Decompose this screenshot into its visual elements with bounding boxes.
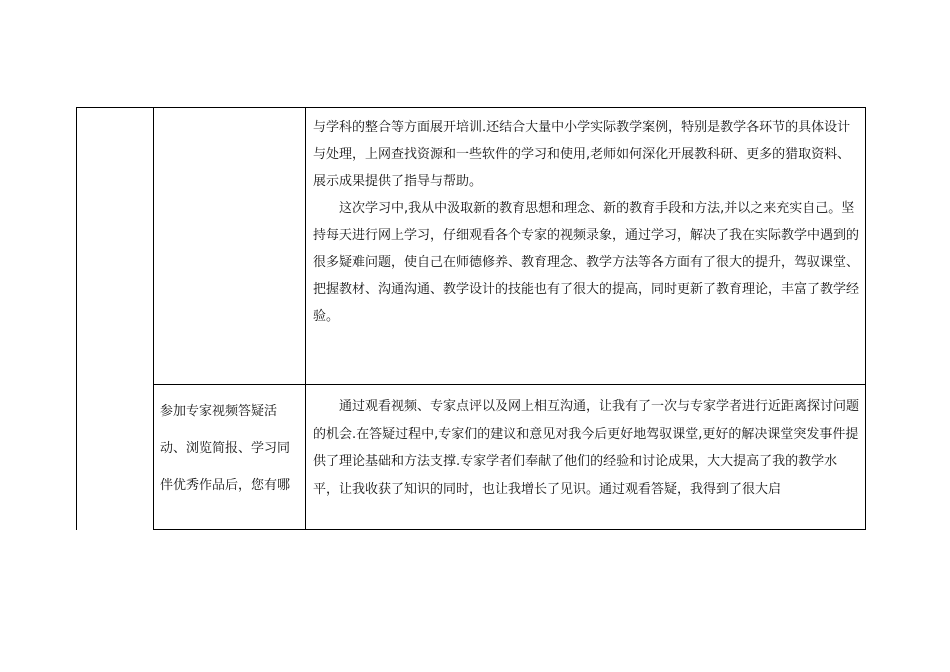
table-left-border	[76, 107, 77, 530]
table-right-border	[865, 107, 866, 530]
row1-paragraph-2: 这次学习中,我从中汲取新的教育思想和理念、新的教育手段和方法,并以之来充实自己。坚持每天进行网上学习，仔细观看各个专家的视频录象，通过学习，解决了我在实际教学中遇到的很多疑难问题，使自己在师德修养、教育理念、教学方法等各方面有了很大的提升，驾驭课堂、把握教材、沟通沟通、教学设计的技能也有了很大的提高，同时更新了教育理论，丰富了教学经验。	[313, 201, 860, 324]
column-divider-2	[305, 107, 306, 530]
table-top-border	[76, 107, 865, 108]
row2-question-text: 参加专家视频答疑活动、浏览简报、学习同伴优秀作品后，您有哪	[160, 404, 291, 493]
table-bottom-border	[153, 529, 865, 530]
row-divider	[153, 384, 865, 385]
row1-answer-cell	[313, 114, 859, 330]
row2-answer-text: 通过观看视频、专家点评以及网上相互沟通，让我有了一次与专家学者进行近距离探讨问题的机会.在答疑过程中,专家们的建议和意见对我今后更好地驾驭课堂,更好的解决课堂突发事件提供了理论基础和方法支撑.专家学者们奉献了他们的经验和讨论成果，大大提高了我的教学水平，让我收获了知识的同时，也让我增长了见识。通过观看答疑，我得到了很大启	[313, 399, 860, 497]
row1-paragraph-1: 与学科的整合等方面展开培训.还结合大量中小学实际教学案例，特别是教学各环节的具体设计与处理，上网查找资源和一些软件的学习和使用,老师如何深化开展教科研、更多的猎取资料、展示成果提供了指导与帮助。	[313, 120, 851, 189]
row2-answer-cell	[313, 393, 859, 503]
row2-question-cell	[160, 393, 300, 504]
column-divider-1	[153, 107, 154, 530]
